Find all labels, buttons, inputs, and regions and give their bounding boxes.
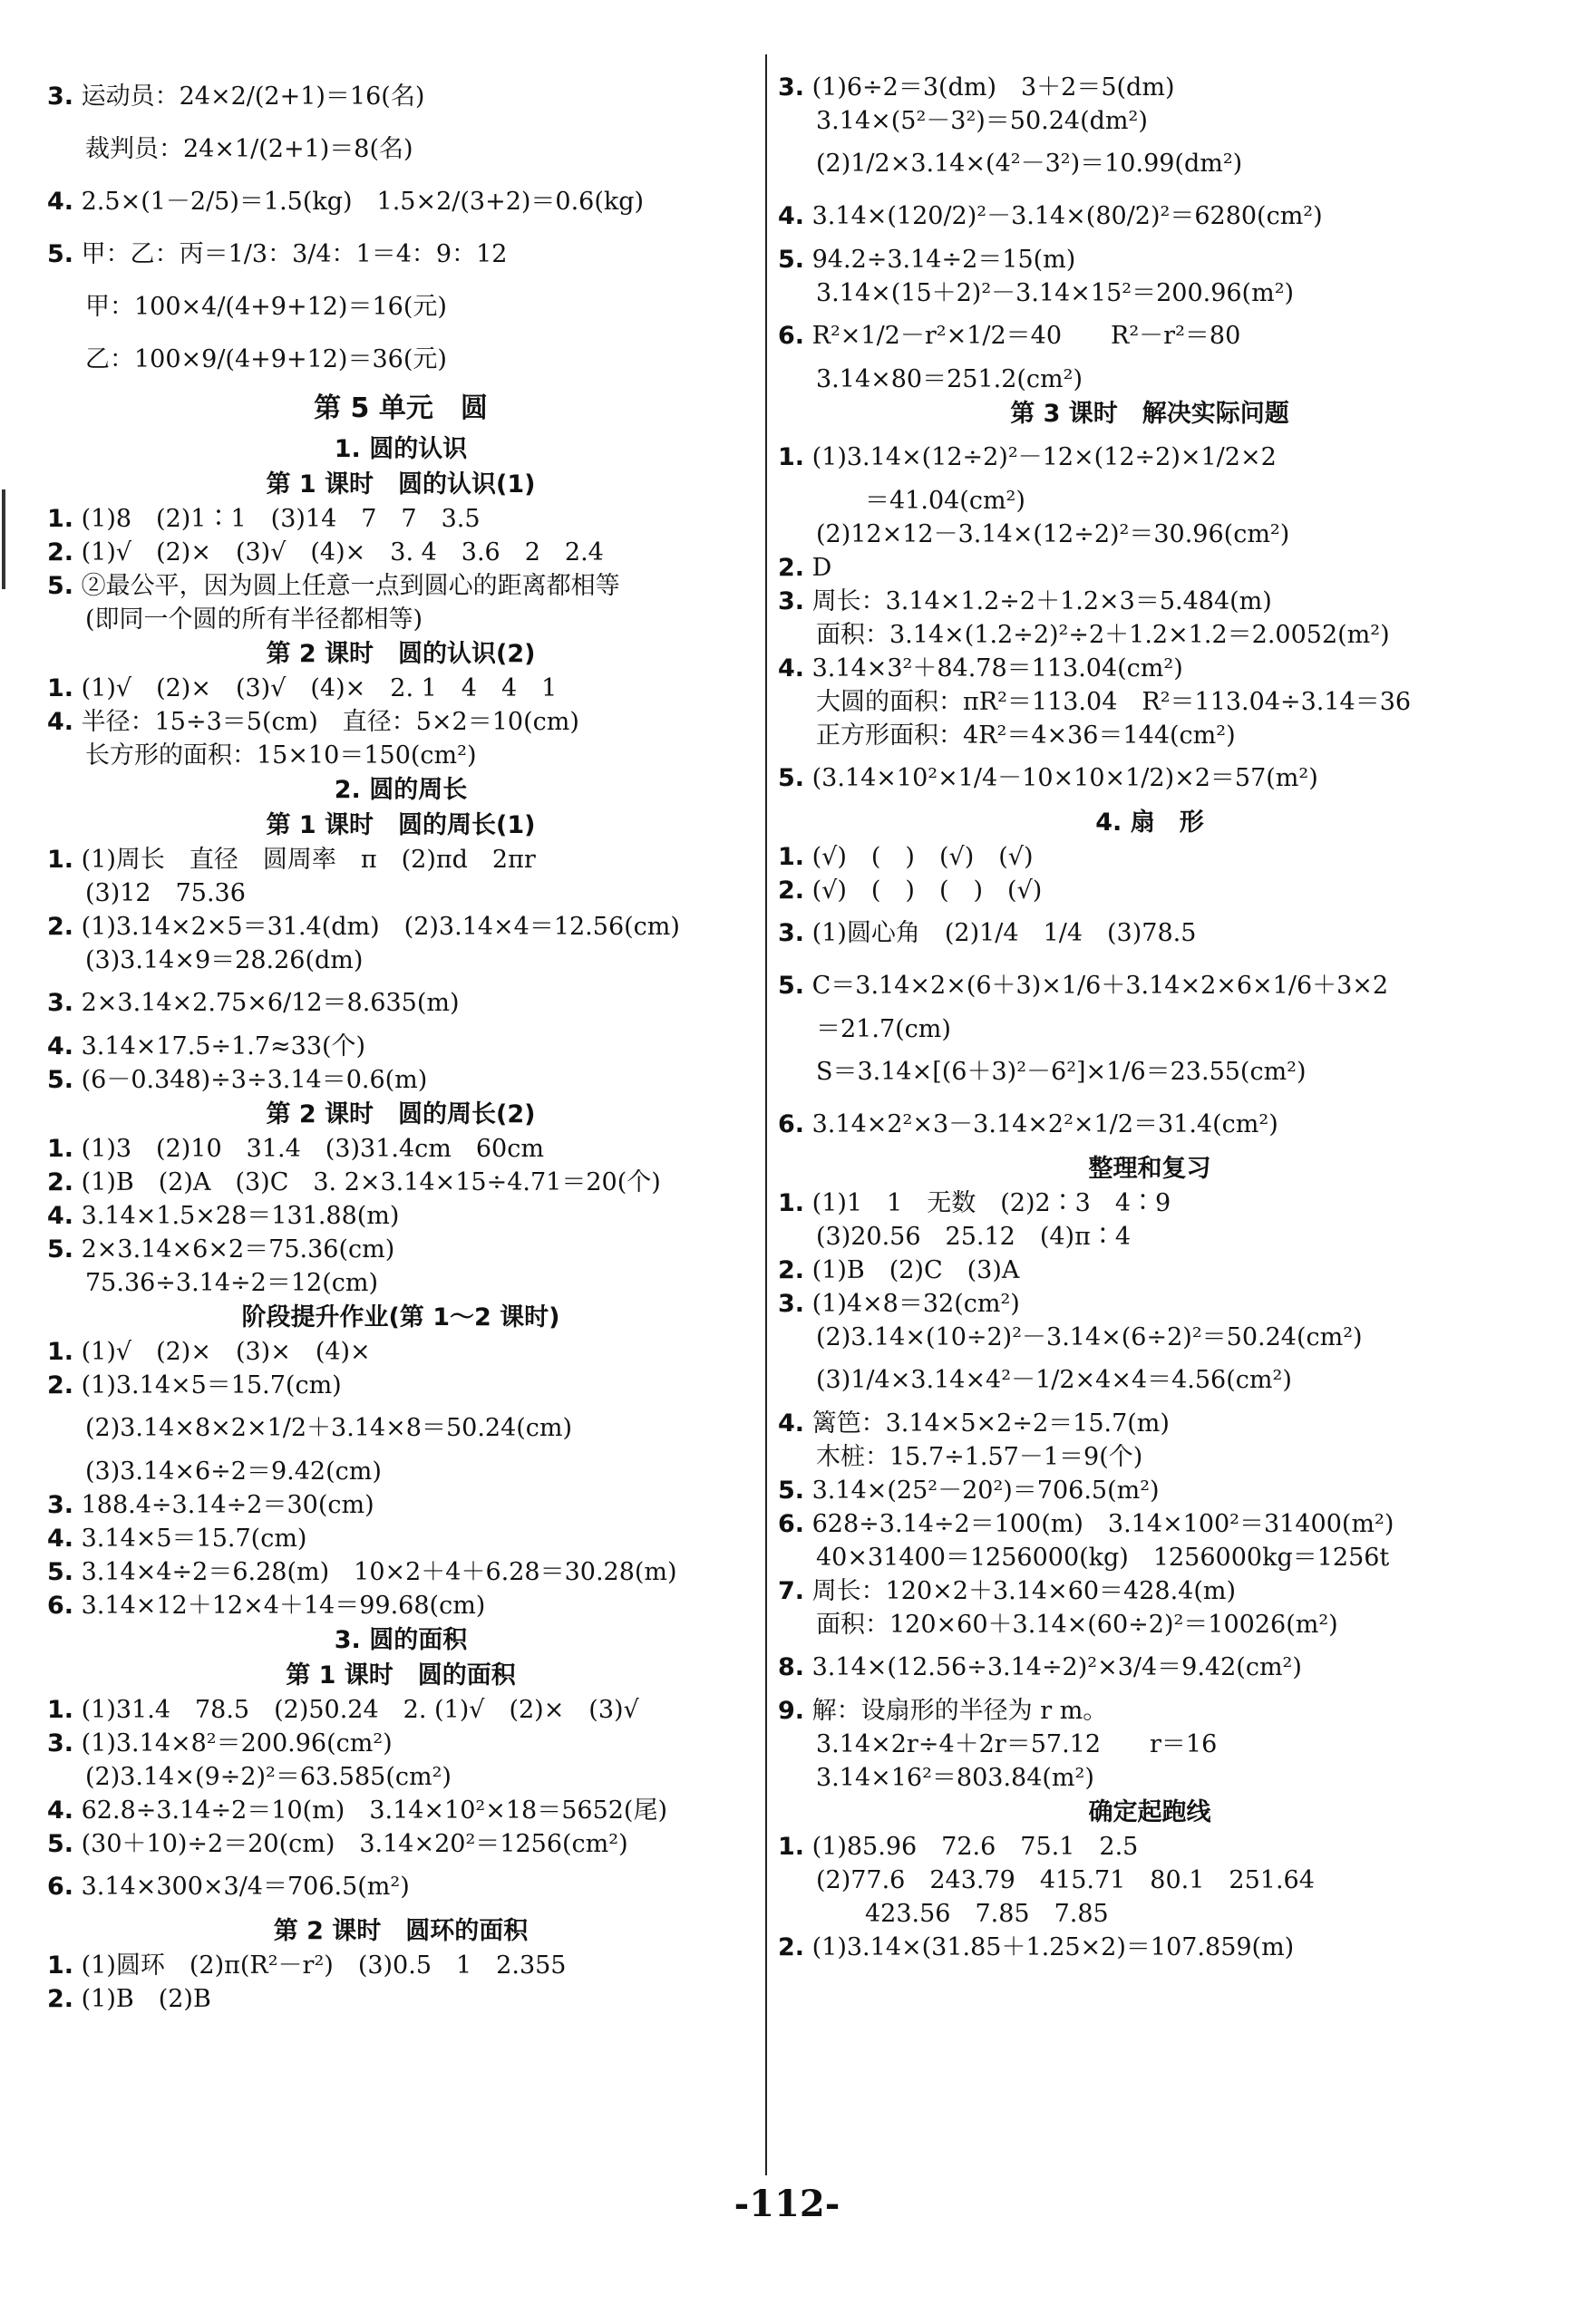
answer-text: R²×1/2－r²×1/2＝40 R²－r²＝80 [804,322,1241,350]
question-number: 5. [778,972,805,1000]
question-number: 3. [47,989,74,1017]
page-number: -112- [734,2183,840,2225]
answer-text: 3.14×4÷2＝6.28(m) 10×2＋4＋6.28＝30.28(m) [73,1558,677,1586]
answer-text: 第 1 课时 圆的认识(1) [266,470,536,499]
answer-text: (1)85.96 72.6 75.1 2.5 [804,1833,1139,1861]
answer-line [778,1474,1521,1507]
question-number: 2. [47,913,74,941]
question-number: 5. [778,1477,805,1505]
answer-text: (1)√ (2)× (3)√ (4)× 2. 1 4 4 1 [73,674,558,702]
answer-text: 乙：100×9/(4+9+12)＝36(元) [85,345,447,373]
question-number: 5. [47,572,74,600]
question-number: 1. [47,1696,74,1724]
answer-line [47,1166,754,1199]
answer-line [47,1402,754,1455]
answer-line [778,685,1521,719]
answer-line [47,1335,754,1369]
answer-line [778,1354,1521,1407]
question-number: 4. [778,654,805,683]
answer-text: 甲：乙：丙＝1/3：3/4：1＝4：9：12 [73,240,508,268]
answer-text: C＝3.14×2×(6＋3)×1/6＋3.14×2×6×1/6＋3×2 [804,972,1389,1000]
answer-line [47,1132,754,1166]
answer-line [778,1012,1521,1046]
answer-text: 裁判员：24×1/(2+1)＝8(名) [85,135,413,163]
answer-text: (3)1/4×3.14×4²－1/2×4×4＝4.56(cm²) [816,1366,1292,1394]
answer-line [47,977,754,1030]
answer-text: (√) ( ) (√) (√) [804,843,1034,871]
answer-line [47,176,754,228]
section-heading [47,772,754,808]
answer-line [778,907,1521,960]
answer-line [778,431,1521,484]
section-heading [778,1795,1521,1830]
question-number: 4. [778,202,805,230]
question-number: 4. [47,188,74,216]
answer-line [47,1727,754,1760]
answer-text: 甲：100×4/(4+9+12)＝16(元) [85,293,447,321]
answer-text: (3)12 75.36 [85,879,246,907]
question-number: 1. [47,1951,74,1980]
answer-line [778,243,1521,276]
answer-text: (2)77.6 243.79 415.71 80.1 251.64 [816,1866,1315,1894]
answer-line [47,1455,754,1488]
answer-line [778,752,1521,805]
answer-text: (1)圆心角 (2)1/4 1/4 (3)78.5 [804,919,1197,947]
answer-line [778,484,1521,518]
question-number: 7. [778,1577,805,1605]
answer-line [778,190,1521,243]
question-number: 3. [47,82,74,111]
answer-text: 长方形的面积：15×10＝150(cm²) [85,741,477,770]
answer-line [47,1369,754,1402]
answer-text: (1)3.14×(12÷2)²－12×(12÷2)×1/2×2 [804,443,1277,471]
answer-text: 2.5×(1－2/5)＝1.5(kg) 1.5×2/(3+2)＝0.6(kg) [73,188,645,216]
question-number: 4. [47,1525,74,1553]
question-number: 1. [778,843,805,871]
answer-text: 3.14×2²×3－3.14×2²×1/2＝31.4(cm²) [804,1110,1278,1138]
answer-text: (2)3.14×(10÷2)²－3.14×(6÷2)²＝50.24(cm²) [816,1323,1363,1351]
question-number: 5. [47,1830,74,1858]
question-number: 4. [47,708,74,736]
answer-line [47,228,754,281]
answer-line [778,1694,1521,1728]
question-number: 1. [47,1135,74,1163]
question-number: 3. [778,919,805,947]
answer-text: 周长：3.14×1.2÷2＋1.2×3＝5.484(m) [804,587,1272,615]
answer-line [47,739,754,772]
answer-line [47,1063,754,1097]
question-number: 3. [778,73,805,102]
question-number: 2. [778,876,805,905]
answer-line [778,1761,1521,1795]
answer-line [778,1864,1521,1897]
answer-line [47,1982,754,2016]
answer-line [778,518,1521,551]
section-heading [47,1097,754,1132]
answer-text: (2)12×12－3.14×(12÷2)²＝30.96(cm²) [816,520,1290,548]
answer-text: (1)3.14×5＝15.7(cm) [73,1371,342,1399]
answer-line [778,1608,1521,1641]
answer-text: 3.14×300×3/4＝706.5(m²) [73,1873,410,1901]
answer-text: 运动员：24×2/(2+1)＝16(名) [73,82,425,111]
answer-text: (2)3.14×8×2×1/2＋3.14×8＝50.24(cm) [85,1414,573,1442]
answer-line [47,876,754,910]
question-number: 1. [47,505,74,533]
question-number: 8. [778,1653,805,1681]
answer-text: 3.14×12＋12×4＋14＝99.68(cm) [73,1592,486,1620]
answer-line [778,1507,1521,1541]
answer-text: (1)8 (2)1∶1 (3)14 7 7 3.5 [73,505,481,533]
answer-line [778,652,1521,685]
question-number: 1. [47,1338,74,1366]
answer-line [778,618,1521,652]
question-number: 3. [47,1729,74,1758]
answer-text: 3.14×(12.56÷3.14÷2)²×3/4＝9.42(cm²) [804,1653,1302,1681]
answer-line [778,1897,1521,1931]
answer-text: 3.14×17.5÷1.7≈33(个) [73,1032,366,1060]
answer-line [47,1589,754,1622]
question-number: 2. [47,538,74,566]
question-number: 1. [778,443,805,471]
answer-line [47,536,754,569]
answer-text: (1)圆环 (2)π(R²－r²) (3)0.5 1 2.355 [73,1951,567,1980]
answer-text: 第 3 课时 解决实际问题 [1010,400,1289,428]
answer-text: 3.14×3²＋84.78＝113.04(cm²) [804,654,1183,683]
binding-edge-mark [2,489,15,589]
question-number: 5. [778,764,805,792]
answer-text: 第 1 课时 圆的面积 [286,1661,516,1690]
question-number: 5. [778,246,805,274]
answer-text: (30＋10)÷2＝20(cm) 3.14×20²＝1256(cm²) [73,1830,628,1858]
left-column [47,71,754,2016]
section-heading [47,386,754,431]
question-number: 4. [778,1409,805,1438]
answer-text: 面积：120×60＋3.14×(60÷2)²＝10026(m²) [816,1611,1338,1639]
answer-text: 正方形面积：4R²＝4×36＝144(cm²) [816,721,1236,750]
question-number: 6. [778,322,805,350]
answer-text: 大圆的面积：πR²＝113.04 R²＝113.04÷3.14＝36 [816,688,1412,716]
answer-text: (1)B (2)C (3)A [804,1256,1020,1284]
answer-line [778,1321,1521,1354]
answer-line [778,1440,1521,1474]
answer-line [47,1861,754,1913]
answer-text: 3.14×(5²－3²)＝50.24(dm²) [816,107,1148,135]
answer-text: 阶段提升作业(第 1～2 课时) [241,1303,560,1331]
section-heading [47,1622,754,1658]
question-number: 3. [778,1290,805,1318]
answer-text: 94.2÷3.14÷2＝15(m) [804,246,1076,274]
question-number: 6. [47,1873,74,1901]
answer-text: 75.36÷3.14÷2＝12(cm) [85,1269,378,1297]
answer-line [47,1794,754,1827]
answer-text: 第 1 课时 圆的周长(1) [266,811,536,839]
answer-text: 半径：15÷3＝5(cm) 直径：5×2＝10(cm) [73,708,579,736]
answer-text: (1)31.4 78.5 (2)50.24 2. (1)√ (2)× (3)√ [73,1696,639,1724]
answer-text: (3.14×10²×1/4－10×10×1/2)×2＝57(m²) [804,764,1318,792]
answer-line [47,1522,754,1555]
answer-text: 确定起跑线 [1088,1798,1211,1826]
question-number: 9. [778,1697,805,1725]
answer-text: 2. 圆的周长 [334,776,468,804]
answer-text: 2×3.14×2.75×6/12＝8.635(m) [73,989,460,1017]
answer-line [778,719,1521,752]
answer-text: 3.14×5＝15.7(cm) [73,1525,307,1553]
answer-text: (3)20.56 25.12 (4)π∶4 [816,1223,1132,1251]
answer-line [778,363,1521,396]
question-number: 2. [778,554,805,582]
answer-text: 3.14×(15＋2)²－3.14×15²＝200.96(m²) [816,279,1295,307]
question-number: 1. [778,1833,805,1861]
answer-line [47,281,754,334]
answer-line [778,874,1521,907]
answer-line [778,551,1521,585]
answer-text: 篱笆：3.14×5×2÷2＝15.7(m) [804,1409,1170,1438]
answer-line [778,1046,1521,1099]
question-number: 1. [47,846,74,874]
answer-text: D [804,554,832,582]
answer-line [778,1254,1521,1287]
question-number: 6. [778,1510,805,1538]
answer-line [778,1830,1521,1864]
answer-text: ＝21.7(cm) [816,1015,951,1043]
answer-line [47,1693,754,1727]
section-heading [47,467,754,502]
answer-line [47,123,754,176]
question-number: 1. [47,674,74,702]
question-number: 2. [47,1985,74,2013]
answer-line [778,138,1521,190]
answer-text: (1)3.14×(31.85＋1.25×2)＝107.859(m) [804,1933,1295,1961]
answer-line [47,1488,754,1522]
answer-line [47,1199,754,1233]
answer-text: 188.4÷3.14÷2＝30(cm) [73,1491,374,1519]
answer-text: 面积：3.14×(1.2÷2)²÷2＋1.2×1.2＝2.0052(m²) [816,621,1390,649]
answer-text: (6－0.348)÷3÷3.14＝0.6(m) [73,1066,428,1094]
section-heading [47,636,754,672]
question-number: 2. [778,1933,805,1961]
answer-text: 62.8÷3.14÷2＝10(m) 3.14×10²×18＝5652(尾) [73,1796,667,1825]
answer-text: 1. 圆的认识 [334,435,468,463]
section-heading [778,1151,1521,1186]
answer-text: (1)周长 直径 圆周率 π (2)πd 2πr [73,846,536,874]
answer-text: (3)3.14×9＝28.26(dm) [85,946,364,974]
answer-text: (1)3 (2)10 31.4 (3)31.4cm 60cm [73,1135,544,1163]
answer-text: (1)B (2)A (3)C 3. 2×3.14×15÷4.71＝20(个) [73,1168,661,1196]
answer-text: 第 2 课时 圆的周长(2) [266,1100,536,1128]
answer-line [778,1931,1521,1964]
answer-line [47,603,754,636]
section-heading [47,1300,754,1335]
answer-line [47,569,754,603]
answer-line [47,1233,754,1266]
answer-line [47,502,754,536]
answer-line [778,1287,1521,1321]
answer-line [778,1099,1521,1151]
answer-text: 3.14×(25²－20²)＝706.5(m²) [804,1477,1160,1505]
answer-line [778,1641,1521,1694]
answer-line [778,1574,1521,1608]
section-heading [47,1658,754,1693]
answer-line [47,672,754,705]
answer-line [778,1541,1521,1574]
question-number: 2. [778,1256,805,1284]
answer-text: 周长：120×2＋3.14×60＝428.4(m) [804,1577,1237,1605]
answer-line [47,1949,754,1982]
answer-text: ②最公平，因为圆上任意一点到圆心的距离都相等 [73,572,620,600]
answer-line [47,71,754,123]
answer-text: (1)3.14×2×5＝31.4(dm) (2)3.14×4＝12.56(cm) [73,913,680,941]
question-number: 3. [778,587,805,615]
answer-line [47,910,754,944]
answer-text: 木桩：15.7÷1.57－1＝9(个) [816,1443,1143,1471]
answer-line [778,960,1521,1012]
answer-line [47,1760,754,1794]
answer-text: 3.14×1.5×28＝131.88(m) [73,1202,400,1230]
answer-text: 解：设扇形的半径为 r m。 [804,1697,1108,1725]
answer-line [778,71,1521,104]
answer-text: 2×3.14×6×2＝75.36(cm) [73,1235,395,1264]
answer-text: (即同一个圆的所有半径都相等) [85,605,423,634]
section-heading [47,808,754,843]
question-number: 1. [778,1189,805,1217]
answer-line [47,1266,754,1300]
answer-text: 3.14×(120/2)²－3.14×(80/2)²＝6280(cm²) [804,202,1323,230]
answer-text: 第 5 单元 圆 [314,392,488,424]
answer-line [778,104,1521,138]
column-divider [765,54,767,2175]
question-number: 4. [47,1202,74,1230]
answer-text: (1)3.14×8²＝200.96(cm²) [73,1729,393,1758]
section-heading [47,1913,754,1949]
answer-line [778,1220,1521,1254]
question-number: 4. [47,1796,74,1825]
question-number: 5. [47,1558,74,1586]
section-heading [778,805,1521,840]
answer-text: (1)B (2)B [73,1985,211,2013]
answer-line [47,1827,754,1861]
answer-text: (2)3.14×(9÷2)²＝63.585(cm²) [85,1763,452,1791]
question-number: 6. [47,1592,74,1620]
answer-text: (1)4×8＝32(cm²) [804,1290,1020,1318]
answer-text: 3.14×2r÷4＋2r＝57.12 r＝16 [816,1730,1218,1758]
right-column [778,71,1521,1964]
answer-line [778,840,1521,874]
answer-line [47,1030,754,1063]
answer-text: (1)6÷2＝3(dm) 3＋2＝5(dm) [804,73,1175,102]
answer-line [778,276,1521,310]
answer-text: 3.14×16²＝803.84(m²) [816,1764,1094,1792]
answer-text: 整理和复习 [1088,1155,1211,1183]
question-number: 3. [47,1491,74,1519]
answer-text: 40×31400＝1256000(kg) 1256000kg＝1256t [816,1544,1390,1572]
answer-text: 第 2 课时 圆的认识(2) [266,640,536,668]
question-number: 6. [778,1110,805,1138]
answer-line [47,705,754,739]
answer-text: (√) ( ) ( ) (√) [804,876,1043,905]
question-number: 4. [47,1032,74,1060]
answer-line [47,334,754,386]
answer-line [47,1555,754,1589]
section-heading [47,431,754,467]
answer-line [778,585,1521,618]
answer-text: (1)√ (2)× (3)√ (4)× 3. 4 3.6 2 2.4 [73,538,604,566]
answer-line [778,1728,1521,1761]
answer-line [778,1407,1521,1440]
answer-text: 628÷3.14÷2＝100(m) 3.14×100²＝31400(m²) [804,1510,1394,1538]
answer-line [47,843,754,876]
answer-text: 3. 圆的面积 [334,1626,468,1654]
section-heading [778,396,1521,431]
answer-text: (1)√ (2)× (3)× (4)× [73,1338,371,1366]
answer-text: (2)1/2×3.14×(4²－3²)＝10.99(dm²) [816,150,1243,178]
answer-text: 4. 扇 形 [1095,809,1204,837]
answer-line [47,944,754,977]
answer-text: (3)3.14×6÷2＝9.42(cm) [85,1457,382,1486]
answer-text: ＝41.04(cm²) [865,487,1025,515]
question-number: 2. [47,1371,74,1399]
answer-line [778,310,1521,363]
answer-text: 423.56 7.85 7.85 [865,1900,1109,1928]
question-number: 5. [47,1066,74,1094]
answer-text: (1)1 1 无数 (2)2∶3 4∶9 [804,1189,1171,1217]
question-number: 5. [47,1235,74,1264]
answer-text: 3.14×80＝251.2(cm²) [816,365,1083,393]
answer-line [778,1186,1521,1220]
question-number: 5. [47,240,74,268]
answer-text: 第 2 课时 圆环的面积 [273,1917,529,1945]
question-number: 2. [47,1168,74,1196]
answer-text: S＝3.14×[(6＋3)²－6²]×1/6＝23.55(cm²) [816,1058,1307,1086]
